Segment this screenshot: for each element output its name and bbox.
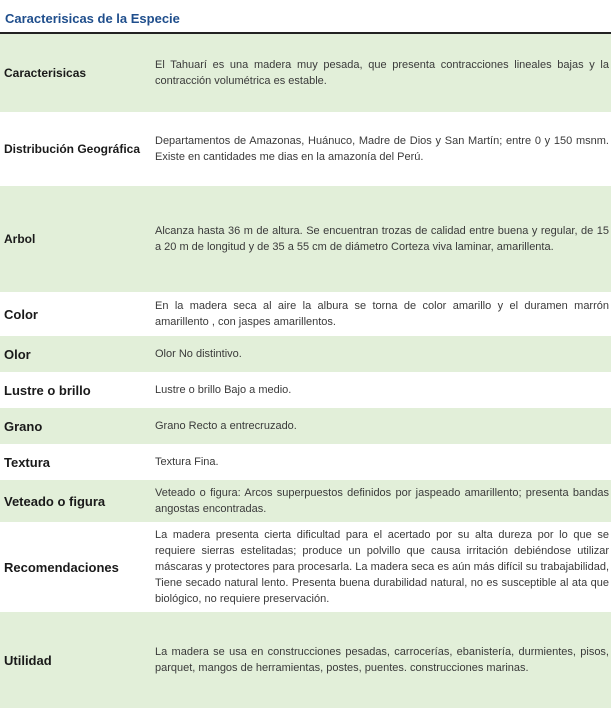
row-value: La madera presenta cierta dificultad para el acertado por su alta dureza por lo que se requiere sierras estelitadas; produce un polvillo que causa irritación debiéndose utilizar máscaras y protectores para procesarla. La madera seca es aún más difícil su trabajabilidad, Tiene secado natural lento. Presenta buena durabilidad natural, no es susceptible al ata que biológico, no requiere preservación. <box>145 522 611 612</box>
row-value: Lustre o brillo Bajo a medio. <box>145 372 611 408</box>
row-value: Olor No distintivo. <box>145 336 611 372</box>
row-label: Utilidad <box>0 612 145 708</box>
table-row <box>0 186 611 292</box>
page-title: Caracterisicas de la Especie <box>5 11 180 26</box>
table-row <box>0 522 611 612</box>
row-value: En la madera seca al aire la albura se torna de color amarillo y el duramen marrón amarillento , con jaspes amarillentos. <box>145 292 611 336</box>
row-label: Caracterisicas <box>0 34 145 112</box>
table-row <box>0 612 611 708</box>
row-label: Recomendaciones <box>0 522 145 612</box>
row-value: Grano Recto a entrecruzado. <box>145 408 611 444</box>
row-label: Color <box>0 292 145 336</box>
table-row <box>0 292 611 336</box>
species-table <box>0 34 611 708</box>
table-row <box>0 480 611 522</box>
table-row <box>0 336 611 372</box>
row-value: Veteado o figura: Arcos superpuestos definidos por jaspeado amarillento; presenta bandas angostas encontradas. <box>145 480 611 522</box>
row-label: Arbol <box>0 186 145 292</box>
row-label: Grano <box>0 408 145 444</box>
title-bar <box>0 0 611 34</box>
row-value: El Tahuarí es una madera muy pesada, que presenta contracciones lineales bajas y la contracción volumétrica es estable. <box>145 34 611 112</box>
row-label: Lustre o brillo <box>0 372 145 408</box>
table-row <box>0 444 611 480</box>
table-row <box>0 112 611 186</box>
row-value: La madera se usa en construcciones pesadas, carrocerías, ebanistería, durmientes, pisos, parquet, mangos de herramientas, postes, puentes. construcciones marinas. <box>145 612 611 708</box>
row-label: Veteado o figura <box>0 480 145 522</box>
row-value: Alcanza hasta 36 m de altura. Se encuentran trozas de calidad entre buena y regular, de 15 a 20 m de longitud y de 35 a 55 cm de diámetro Corteza viva laminar, amarillenta. <box>145 186 611 292</box>
table-row <box>0 408 611 444</box>
table-row <box>0 372 611 408</box>
table-row <box>0 34 611 112</box>
row-value: Departamentos de Amazonas, Huánuco, Madre de Dios y San Martín; entre 0 y 150 msnm. Existe en cantidades me dias en la amazonía del Perú. <box>145 112 611 186</box>
row-label: Textura <box>0 444 145 480</box>
row-value: Textura Fina. <box>145 444 611 480</box>
row-label: Distribución Geográfica <box>0 112 145 186</box>
row-label: Olor <box>0 336 145 372</box>
